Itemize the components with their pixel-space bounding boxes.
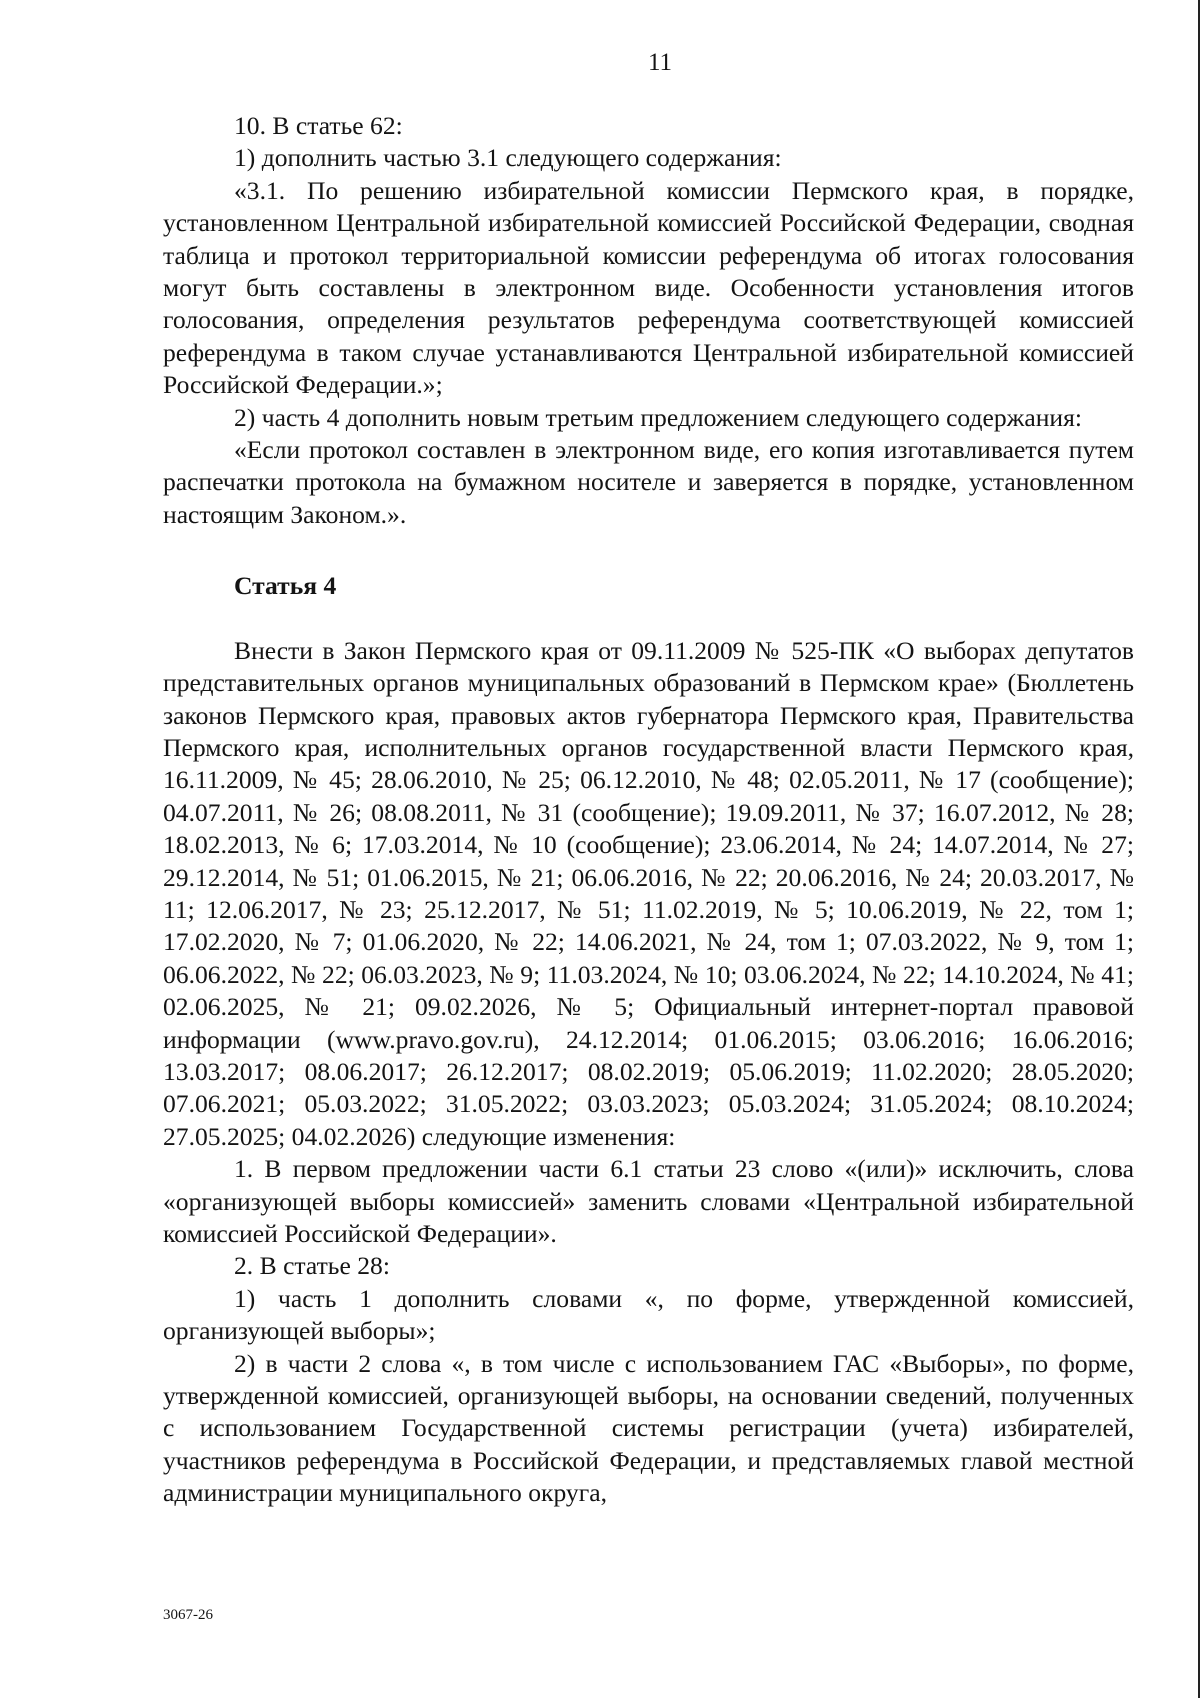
paragraph-item-1: 1) дополнить частью 3.1 следующего содержания: (234, 143, 782, 173)
document-body (163, 110, 1134, 1510)
paragraph-protocol-copy: «Если протокол составлен в электронном виде, его копия изготавливается путем распечатки протокола на бумажном носителе и заверяется в порядке, установленном настоящим Законом.». (163, 435, 1134, 529)
paragraph-article-28-item-2: 2) в части 2 слова «, в том числе с использованием ГАС «Выборы», по форме, утвержденной комиссией, организующей выборы, на основании сведений, полученных с использованием Государственной системы регистрации (учета) избирателей, участников референдума в Российской Федерации, и представляемых главой местной администрации муниципального округа, (163, 1348, 1134, 1508)
paragraph-article-28: 2. В статье 28: (234, 1251, 390, 1281)
paragraph-item-2: 2) часть 4 дополнить новым третьим предложением следующего содержания: (234, 402, 1082, 432)
spacer (163, 531, 1134, 570)
paragraph-article-62: 10. В статье 62: (234, 111, 403, 140)
paragraph-article-28-item-1: 1) часть 1 дополнить словами «, по форме, утвержденной комиссией, организующей выборы»; (163, 1283, 1134, 1346)
document-code: 3067-26 (163, 1607, 213, 1623)
page-number: 11 (647, 49, 673, 76)
paragraph-change-1: 1. В первом предложении части 6.1 статьи 23 слово «(или)» исключить, слова «организующей выборы комиссией» заменить словами «Центральной избирательной комиссией Российской Федерации». (163, 1154, 1134, 1248)
paragraph-part-3-1: «3.1. По решению избирательной комиссии Пермского края, в порядке, установленном Центральной избирательной комиссией Российской Федерации, сводная таблица и протокол территориальной комиссии референдума об итогах голосования могут быть составлены в электронном виде. Особенности установления итогов голосования, определения результатов референдума соответствующей комиссией референдума в таком случае устанавливаются Центральной избирательной комиссией Российской Федерации.»; (163, 175, 1134, 400)
spacer (163, 603, 1134, 635)
article-heading: Статья 4 (234, 571, 337, 601)
paragraph-law-amendment: Внести в Закон Пермского края от 09.11.2009 № 525-ПК «О выборах депутатов представительных органов муниципальных образований в Пермском крае» (Бюллетень законов Пермского края, правовых актов губернатора Пермского края, Правительства Пермского края, исполнительных органов государственной власти Пермского края, 16.11.2009, № 45; 28.06.2010, № 25; 06.12.2010, № 48; 02.05.2011, № 17 (сообщение); 04.07.2011, № 26; 08.08.2011, № 31 (сообщение); 19.09.2011, № 37; 16.07.2012, № 28; 18.02.2013, № 6; 17.03.2014, № 10 (сообщение); 23.06.2014, № 24; 14.07.2014, № 27; 29.12.2014, № 51; 01.06.2015, № 21; 06.06.2016, № 22; 20.06.2016, № 24; 20.03.2017, № 11; 12.06.2017, № 23; 25.12.2017, № 51; 11.02.2019, № 5; 10.06.2019, № 22, том 1; 17.02.2020, № 7; 01.06.2020, № 22; 14.06.2021, № 24, том 1; 07.03.2022, № 9, том 1; 06.06.2022, № 22; 06.03.2023, № 9; 11.03.2024, № 10; 03.06.2024, № 22; 14.10.2024, № 41; 02.06.2025, № 21; 09.02.2026, № 5; Официальный интернет-портал правовой информации (www.pravo.gov.ru), 24.12.2014; 01.06.2015; 03.06.2016; 16.06.2016; 13.03.2017; 08.06.2017; 26.12.2017; 08.02.2019; 05.06.2019; 11.02.2020; 28.05.2020; 07.06.2021; 05.03.2022; 31.05.2022; 03.03.2023; 05.03.2024; 31.05.2024; 08.10.2024; 27.05.2025; 04.02.2026) следующие изменения: (163, 635, 1134, 1151)
